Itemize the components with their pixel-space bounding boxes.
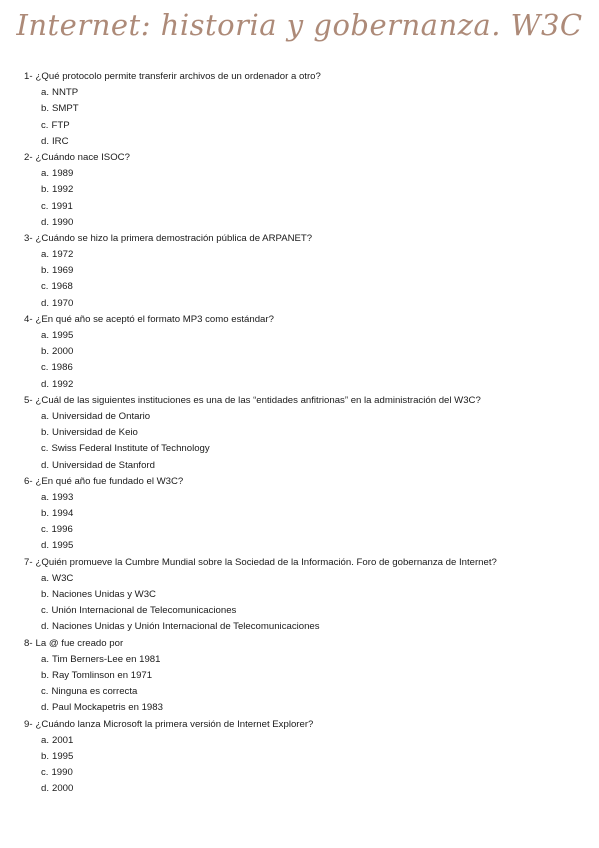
option-letter: b. bbox=[41, 589, 50, 600]
answer-option bbox=[24, 377, 589, 393]
page-title: Internet: historia y gobernanza. W3C bbox=[16, 8, 583, 42]
answer-option bbox=[24, 458, 589, 474]
question bbox=[24, 393, 589, 409]
question-number: 7- bbox=[24, 556, 33, 568]
answer-option bbox=[24, 684, 589, 700]
option-text: Swiss Federal Institute of Technology bbox=[51, 443, 210, 455]
question-number: 6- bbox=[24, 475, 33, 487]
question bbox=[24, 312, 589, 328]
answer-option bbox=[24, 587, 589, 603]
question-text: ¿En qué año fue fundado el W3C? bbox=[35, 475, 184, 487]
option-letter: a. bbox=[41, 653, 50, 665]
question-text: ¿Qué protocolo permite transferir archivos de un ordenador a otro? bbox=[35, 71, 321, 82]
option-letter: b. bbox=[41, 103, 50, 115]
quiz-list bbox=[24, 69, 589, 797]
option-text: Ray Tomlinson en 1971 bbox=[52, 669, 153, 681]
option-text: 1994 bbox=[52, 508, 74, 520]
question-number: 5- bbox=[24, 394, 33, 406]
answer-option bbox=[24, 166, 589, 182]
option-letter: c. bbox=[41, 767, 49, 779]
option-letter: a. bbox=[41, 330, 50, 341]
answer-option bbox=[24, 215, 589, 231]
option-letter: a. bbox=[41, 491, 50, 503]
answer-option bbox=[24, 538, 589, 554]
question-text: ¿Cuál de las siguientes instituciones es una de las “entidades anfitrionas” en la administración del W3C? bbox=[35, 394, 481, 406]
option-letter: b. bbox=[41, 508, 50, 520]
answer-option bbox=[24, 603, 589, 619]
option-text: Universidad de Stanford bbox=[52, 459, 155, 471]
option-letter: d. bbox=[41, 621, 50, 633]
option-text: Universidad de Keio bbox=[52, 427, 138, 439]
option-text: 1986 bbox=[51, 362, 73, 374]
answer-option bbox=[24, 571, 589, 587]
option-letter: b. bbox=[41, 346, 50, 358]
option-text: 1996 bbox=[51, 524, 73, 536]
option-letter: d. bbox=[41, 297, 50, 309]
question-text: ¿Cuándo se hizo la primera demostración pública de ARPANET? bbox=[35, 232, 313, 244]
answer-option bbox=[24, 619, 589, 635]
option-letter: b. bbox=[41, 184, 50, 196]
option-text: Paul Mockapetris en 1983 bbox=[52, 702, 163, 714]
option-text: 1969 bbox=[52, 265, 74, 277]
option-text: 2001 bbox=[52, 734, 74, 746]
option-letter: a. bbox=[41, 572, 50, 584]
option-letter: b. bbox=[41, 265, 50, 277]
option-letter: a. bbox=[41, 734, 50, 746]
question bbox=[24, 69, 589, 85]
option-letter: d. bbox=[41, 216, 50, 228]
question-number: 3- bbox=[24, 232, 33, 244]
answer-option bbox=[24, 409, 589, 425]
option-letter: d. bbox=[41, 540, 50, 552]
answer-option bbox=[24, 344, 589, 360]
option-letter: c. bbox=[41, 200, 49, 212]
question-text: La @ fue creado por bbox=[35, 637, 124, 649]
option-text: 1995 bbox=[52, 330, 74, 341]
answer-option bbox=[24, 733, 589, 749]
question-number: 8- bbox=[24, 637, 33, 649]
option-letter: a. bbox=[41, 168, 50, 180]
question-text: ¿En qué año se aceptó el formato MP3 como estándar? bbox=[35, 313, 274, 325]
question bbox=[24, 555, 589, 571]
answer-option bbox=[24, 506, 589, 522]
option-text: 1993 bbox=[52, 491, 74, 503]
option-letter: d. bbox=[41, 459, 50, 471]
answer-option bbox=[24, 279, 589, 295]
answer-option bbox=[24, 522, 589, 538]
answer-option bbox=[24, 296, 589, 312]
option-text: IRC bbox=[52, 135, 69, 147]
option-letter: b. bbox=[41, 750, 50, 762]
question-number: 4- bbox=[24, 313, 33, 325]
question-text: ¿Quién promueve la Cumbre Mundial sobre la Sociedad de la Información. Foro de gobernanza de Internet? bbox=[35, 556, 497, 568]
question-number: 2- bbox=[24, 151, 33, 163]
answer-option bbox=[24, 652, 589, 668]
answer-option bbox=[24, 441, 589, 457]
option-letter: b. bbox=[41, 427, 50, 439]
option-letter: d. bbox=[41, 135, 50, 147]
option-letter: d. bbox=[41, 378, 50, 390]
option-text: Tim Berners-Lee en 1981 bbox=[52, 653, 161, 665]
answer-option bbox=[24, 668, 589, 684]
option-letter: c. bbox=[41, 362, 49, 374]
option-letter: a. bbox=[41, 87, 50, 99]
option-letter: c. bbox=[41, 524, 49, 536]
option-letter: c. bbox=[41, 281, 49, 293]
option-text: 2000 bbox=[52, 783, 74, 795]
question-number: 1- bbox=[24, 71, 33, 82]
option-text: 1995 bbox=[52, 540, 74, 552]
option-letter: b. bbox=[41, 669, 50, 681]
answer-option bbox=[24, 360, 589, 376]
option-text: 1992 bbox=[52, 184, 74, 196]
option-text: Naciones Unidas y Unión Internacional de Telecomunicaciones bbox=[52, 621, 320, 633]
option-text: 1968 bbox=[51, 281, 73, 293]
question-text: ¿Cuándo lanza Microsoft la primera versión de Internet Explorer? bbox=[35, 718, 314, 730]
question bbox=[24, 636, 589, 652]
answer-option bbox=[24, 182, 589, 198]
option-text: 2000 bbox=[52, 346, 74, 358]
answer-option bbox=[24, 134, 589, 150]
option-text: W3C bbox=[52, 572, 74, 584]
answer-option bbox=[24, 749, 589, 765]
answer-option bbox=[24, 700, 589, 716]
answer-option bbox=[24, 85, 589, 101]
answer-option bbox=[24, 247, 589, 263]
option-text: Naciones Unidas y W3C bbox=[52, 589, 156, 600]
answer-option bbox=[24, 328, 589, 344]
question bbox=[24, 231, 589, 247]
answer-option bbox=[24, 765, 589, 781]
answer-option bbox=[24, 199, 589, 215]
answer-option bbox=[24, 781, 589, 797]
answer-option bbox=[24, 425, 589, 441]
answer-option bbox=[24, 118, 589, 134]
option-text: FTP bbox=[51, 119, 70, 131]
option-text: 1991 bbox=[51, 200, 73, 212]
option-text: 1990 bbox=[51, 767, 73, 779]
option-letter: c. bbox=[41, 119, 49, 131]
answer-option bbox=[24, 101, 589, 117]
option-text: 1990 bbox=[52, 216, 74, 228]
option-text: SMPT bbox=[52, 103, 79, 115]
question bbox=[24, 717, 589, 733]
option-letter: a. bbox=[41, 249, 50, 261]
option-letter: c. bbox=[41, 443, 49, 455]
option-text: 1970 bbox=[52, 297, 74, 309]
question bbox=[24, 474, 589, 490]
answer-option bbox=[24, 490, 589, 506]
option-text: Unión Internacional de Telecomunicaciones bbox=[51, 605, 237, 617]
option-letter: c. bbox=[41, 686, 49, 698]
option-letter: c. bbox=[41, 605, 49, 617]
question-number: 9- bbox=[24, 718, 33, 730]
option-text: Universidad de Ontario bbox=[52, 410, 151, 422]
answer-option bbox=[24, 263, 589, 279]
option-text: 1995 bbox=[52, 750, 74, 762]
option-text: 1972 bbox=[52, 249, 74, 261]
option-text: 1992 bbox=[52, 378, 74, 390]
option-letter: a. bbox=[41, 410, 50, 422]
question bbox=[24, 150, 589, 166]
option-letter: d. bbox=[41, 783, 50, 795]
option-text: NNTP bbox=[52, 87, 79, 99]
option-letter: d. bbox=[41, 702, 50, 714]
option-text: 1989 bbox=[52, 168, 74, 180]
option-text: Ninguna es correcta bbox=[51, 686, 138, 698]
question-text: ¿Cuándo nace ISOC? bbox=[35, 151, 130, 163]
